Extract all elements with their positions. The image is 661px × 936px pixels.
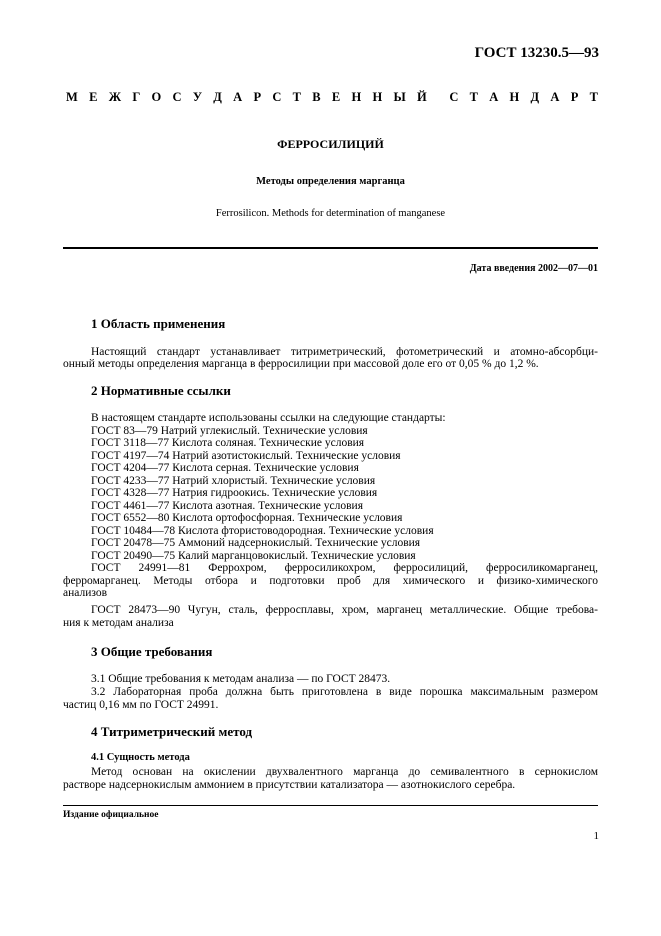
standard-type-letter: С (272, 90, 282, 104)
standard-type-heading (66, 90, 598, 105)
standard-type-letter: Ы (393, 90, 406, 104)
section-1-heading: 1 Область применения (91, 316, 226, 331)
ref-line: ГОСТ 4204—77 Кислота серная. Технические условия (91, 462, 359, 474)
standard-type-letter: А (233, 90, 243, 104)
standard-type-letter: Й (417, 90, 427, 104)
standard-code: ГОСТ 13230.5—93 (474, 45, 599, 61)
ref-24991-line-3: анализов (63, 587, 108, 599)
section-1-text-line-1: Настоящий стандарт устанавливает титриметрический, фотометрический и атомно-абсорбци- (91, 346, 598, 358)
standard-type-letter: С (172, 90, 182, 104)
standard-type-letter: Н (509, 90, 520, 104)
ref-line: ГОСТ 83—79 Натрий углекислый. Технические условия (91, 424, 368, 437)
section-4-1-text-line-2: растворе надсернокислым аммонием в присутствии катализатора — азотнокислого серебра. (63, 778, 516, 791)
section-3-item-1: 3.1 Общие требования к методам анализа — по ГОСТ 28473. (91, 673, 391, 685)
standard-type-letter: Р (253, 90, 262, 104)
standard-type-letter: Р (570, 90, 579, 104)
standard-type-letter: М (66, 90, 78, 104)
section-3-heading: 3 Общие требования (91, 644, 213, 659)
section-4-1-heading: 4.1 Сущность метода (91, 752, 190, 763)
ref-28473-line-2: ния к методам анализа (63, 616, 174, 629)
ref-24991-line-1: ГОСТ 24991—81 Феррохром, ферросиликохром, ферросилиций, ферросиликомарганец, (91, 562, 598, 574)
standard-type-letter: Д (530, 90, 540, 104)
standard-type-letter: Н (351, 90, 362, 104)
standard-type-letter: Д (213, 90, 222, 104)
standard-type-letter: Н (372, 90, 383, 104)
ref-line: ГОСТ 3118—77 Кислота соляная. Технические условия (91, 437, 365, 449)
ref-line: ГОСТ 4233—77 Натрий хлористый. Технические условия (91, 474, 376, 487)
standard-type-letter: Ж (108, 90, 122, 104)
standard-type-letter: А (489, 90, 499, 104)
standard-type-letter: У (192, 90, 203, 104)
standard-type-letter: С (449, 90, 459, 104)
standard-type-letter: Т (292, 90, 302, 104)
ref-28473-line-1: ГОСТ 28473—90 Чугун, сталь, ферросплавы, хром, марганец металлические. Общие требова- (91, 604, 598, 616)
ref-line: ГОСТ 20478—75 Аммоний надсернокислый. Технические условия (91, 537, 421, 549)
ref-24991-line-2: ферромарганец. Методы отбора и подготовки проб для химического и физико-химического (63, 574, 598, 587)
section-4-heading: 4 Титриметрический метод (91, 724, 253, 739)
standard-type-letter: Е (331, 90, 341, 104)
document-subtitle: Методы определения марганца (256, 176, 405, 187)
ref-line: ГОСТ 20490—75 Калий марганцовокислый. Технические условия (91, 549, 416, 562)
effective-date: Дата введения 2002—07—01 (469, 263, 598, 274)
english-title: Ferrosilicon. Methods for determination of manganese (215, 208, 446, 219)
section-3-item-2-line-1: 3.2 Лабораторная проба должна быть приготовлена в виде порошка максимальным размером (91, 686, 598, 698)
header-divider (63, 247, 598, 249)
standard-type-letter: А (550, 90, 560, 104)
standard-type-letter: Т (469, 90, 478, 104)
standard-type-letter: Т (589, 90, 598, 104)
section-1-text-line-2: онный методы определения марганца в ферросилиции при массовой доле его от 0,05 % до 1,2 %. (63, 358, 539, 370)
ref-line: ГОСТ 6552—80 Кислота ортофосфорная. Технические условия (91, 512, 403, 524)
footer-divider (63, 805, 598, 806)
ref-line: ГОСТ 4197—74 Натрий азотистокислый. Технические условия (91, 449, 401, 462)
standard-type-letter: Г (132, 90, 141, 104)
standard-type-letter: Е (89, 90, 98, 104)
section-3-item-2-line-2: частиц 0,16 мм по ГОСТ 24991. (63, 698, 219, 711)
ref-line: ГОСТ 4328—77 Натрия гидроокись. Технические условия (91, 487, 378, 499)
section-4-1-text-line-1: Метод основан на окислении двухвалентного марганца до семивалентного в сернокислом (91, 766, 598, 778)
document-title: ФЕРРОСИЛИЦИЙ (277, 137, 384, 151)
section-2-intro: В настоящем стандарте использованы ссылки на следующие стандарты: (91, 412, 446, 424)
standard-type-letter: В (312, 90, 321, 104)
standard-type-letter: О (151, 90, 162, 104)
page-number: 1 (593, 830, 599, 842)
edition-note: Издание официальное (63, 810, 159, 820)
ref-line: ГОСТ 4461—77 Кислота азотная. Технические условия (91, 499, 363, 512)
ref-line: ГОСТ 10484—78 Кислота фтористоводородная. Технические условия (91, 524, 434, 537)
section-2-heading: 2 Нормативные ссылки (91, 383, 231, 398)
